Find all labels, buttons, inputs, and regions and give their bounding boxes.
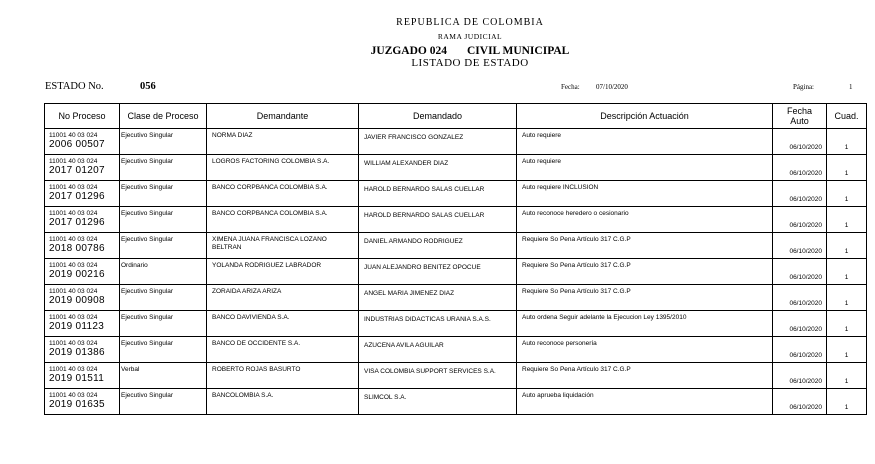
demandante-text: BANCO CORPBANCA COLOMBIA S.A.	[212, 184, 328, 191]
fecha-auto-text: 06/10/2020	[789, 404, 822, 411]
proceso-number: 2019 01511	[49, 373, 105, 384]
cell-descripcion	[517, 155, 773, 181]
estado-number: 056	[140, 81, 156, 92]
demandante-text: BANCOLOMBIA S.A.	[212, 392, 274, 399]
cell-demandante	[207, 311, 359, 337]
cuad-text: 1	[844, 248, 849, 255]
clase-text: Ejecutivo Singular	[121, 392, 174, 399]
cell-descripcion	[517, 389, 773, 415]
cell-demandante	[207, 363, 359, 389]
cell-cuad	[827, 363, 867, 389]
cell-descripcion	[517, 207, 773, 233]
proceso-code: 11001 40 03 024	[49, 184, 98, 191]
cell-proceso	[45, 285, 120, 311]
table-row	[45, 363, 867, 389]
header-rama: RAMA JUDICIAL	[437, 32, 503, 41]
descripcion-text: Requiere So Pena Artículo 317 C.G.P	[522, 288, 631, 295]
cell-descripcion	[517, 285, 773, 311]
fecha-auto-text: 06/10/2020	[789, 170, 822, 177]
cell-demandado	[359, 207, 517, 233]
cell-demandante	[207, 259, 359, 285]
cell-proceso	[45, 363, 120, 389]
demandado-text: JUAN ALEJANDRO BENITEZ OPOCUE	[364, 264, 481, 271]
cuad-text: 1	[844, 144, 849, 151]
cell-demandado	[359, 337, 517, 363]
col-demandado: Demandado	[359, 104, 517, 129]
cell-demandado	[359, 259, 517, 285]
pagina-value: 1	[849, 83, 853, 91]
proceso-number: 2017 01296	[49, 191, 105, 202]
cell-clase	[120, 285, 207, 311]
demandante-text: XIMENA JUANA FRANCISCA LOZANO BELTRAN	[212, 236, 327, 251]
cell-descripcion	[517, 337, 773, 363]
cuad-text: 1	[844, 404, 849, 411]
cell-descripcion	[517, 181, 773, 207]
cell-fecha-auto	[773, 337, 827, 363]
header-juzgado-line	[0, 45, 875, 57]
demandante-text: YOLANDA RODRIGUEZ LABRADOR	[212, 262, 322, 269]
header-juzgado: JUZGADO 024	[370, 45, 447, 57]
cell-clase	[120, 259, 207, 285]
table-row	[45, 311, 867, 337]
cell-fecha-auto	[773, 311, 827, 337]
descripcion-text: Auto aprueba liquidación	[522, 392, 594, 399]
cell-demandado	[359, 363, 517, 389]
cuad-text: 1	[844, 326, 849, 333]
clase-text: Verbal	[121, 366, 140, 373]
demandante-text: ZORAIDA ARIZA ARIZA	[212, 288, 282, 295]
cell-demandante	[207, 337, 359, 363]
col-fecha-auto-line2: Auto	[790, 116, 809, 126]
cell-descripcion	[517, 363, 773, 389]
col-proceso: No Proceso	[45, 104, 120, 129]
pagina-label: Página:	[793, 83, 814, 91]
clase-text: Ejecutivo Singular	[121, 184, 174, 191]
fecha-auto-text: 06/10/2020	[789, 144, 822, 151]
cell-fecha-auto	[773, 389, 827, 415]
cell-demandante	[207, 155, 359, 181]
clase-text: Ejecutivo Singular	[121, 314, 174, 321]
cell-clase	[120, 207, 207, 233]
demandante-text: BANCO CORPBANCA COLOMBIA S.A.	[212, 210, 328, 217]
descripcion-text: Requiere So Pena Artículo 317 C.G.P	[522, 366, 631, 373]
descripcion-text: Auto reconoce heredero o cesionario	[522, 210, 629, 217]
demandante-text: ROBERTO ROJAS BASURTO	[212, 366, 301, 373]
proceso-code: 11001 40 03 024	[49, 158, 98, 165]
cell-demandante	[207, 389, 359, 415]
col-clase: Clase de Proceso	[120, 104, 207, 129]
cell-demandado	[359, 181, 517, 207]
cell-proceso	[45, 337, 120, 363]
clase-text: Ejecutivo Singular	[121, 132, 174, 139]
fecha-auto-text: 06/10/2020	[789, 352, 822, 359]
fecha-auto-text: 06/10/2020	[789, 274, 822, 281]
cell-fecha-auto	[773, 155, 827, 181]
col-fecha-auto-line1: Fecha	[786, 106, 812, 116]
clase-text: Ejecutivo Singular	[121, 158, 174, 165]
table-header-row	[45, 104, 867, 129]
fecha-label: Fecha:	[561, 83, 580, 91]
fecha-auto-text: 06/10/2020	[789, 248, 822, 255]
demandante-text: BANCO DAVIVIENDA S.A.	[212, 314, 290, 321]
cell-demandado	[359, 155, 517, 181]
fecha-auto-text: 06/10/2020	[789, 378, 822, 385]
header-republica: REPUBLICA DE COLOMBIA	[396, 17, 544, 28]
proceso-number: 2006 00507	[49, 139, 105, 150]
cell-clase	[120, 129, 207, 155]
cell-proceso	[45, 155, 120, 181]
cell-proceso	[45, 181, 120, 207]
fecha-auto-text: 06/10/2020	[789, 222, 822, 229]
cell-descripcion	[517, 311, 773, 337]
cell-proceso	[45, 129, 120, 155]
cell-cuad	[827, 337, 867, 363]
proceso-code: 11001 40 03 024	[49, 210, 98, 217]
cell-clase	[120, 233, 207, 259]
proceso-code: 11001 40 03 024	[49, 132, 98, 139]
cuad-text: 1	[844, 378, 849, 385]
demandado-text: ANGEL MARIA JIMENEZ DIAZ	[364, 290, 455, 297]
descripcion-text: Requiere So Pena Artículo 317 C.G.P	[522, 236, 631, 243]
cell-descripcion	[517, 259, 773, 285]
cell-fecha-auto	[773, 259, 827, 285]
demandado-text: SLIMCOL S.A.	[364, 394, 407, 401]
estado-label: ESTADO No.	[45, 81, 104, 92]
table-row	[45, 155, 867, 181]
col-descripcion: Descripción Actuación	[517, 104, 773, 129]
clase-text: Ejecutivo Singular	[121, 340, 174, 347]
descripcion-text: Auto requiere	[522, 132, 562, 139]
table-row	[45, 337, 867, 363]
demandado-text: HAROLD BERNARDO SALAS CUELLAR	[364, 212, 485, 219]
demandado-text: VISA COLOMBIA SUPPORT SERVICES S.A.	[364, 368, 496, 375]
clase-text: Ordinario	[121, 262, 148, 269]
cuad-text: 1	[844, 170, 849, 177]
table-row	[45, 285, 867, 311]
cell-cuad	[827, 311, 867, 337]
header-civil: CIVIL MUNICIPAL	[467, 45, 570, 57]
descripcion-text: Auto requiere INCLUSION	[522, 184, 599, 191]
descripcion-text: Auto requiere	[522, 158, 562, 165]
cell-fecha-auto	[773, 363, 827, 389]
proceso-code: 11001 40 03 024	[49, 340, 98, 347]
demandado-text: WILLIAM ALEXANDER DIAZ	[364, 160, 449, 167]
clase-text: Ejecutivo Singular	[121, 210, 174, 217]
proceso-number: 2017 01296	[49, 217, 105, 228]
descripcion-text: Auto reconoce personería	[522, 340, 597, 347]
clase-text: Ejecutivo Singular	[121, 288, 174, 295]
cuad-text: 1	[844, 274, 849, 281]
cell-cuad	[827, 129, 867, 155]
demandante-text: LOGROS FACTORING COLOMBIA S.A.	[212, 158, 330, 165]
table-row	[45, 389, 867, 415]
cell-cuad	[827, 207, 867, 233]
proceso-code: 11001 40 03 024	[49, 366, 98, 373]
demandante-text: BANCO DE OCCIDENTE S.A.	[212, 340, 301, 347]
cell-descripcion	[517, 129, 773, 155]
cell-demandante	[207, 207, 359, 233]
cell-cuad	[827, 285, 867, 311]
proceso-number: 2018 00786	[49, 243, 105, 254]
col-cuad: Cuad.	[827, 104, 867, 129]
col-fecha-auto	[773, 104, 827, 129]
cuad-text: 1	[844, 300, 849, 307]
cell-cuad	[827, 389, 867, 415]
cuad-text: 1	[844, 222, 849, 229]
demandado-text: INDUSTRIAS DIDACTICAS URANIA S.A.S.	[364, 316, 491, 323]
cell-cuad	[827, 259, 867, 285]
fecha-auto-text: 06/10/2020	[789, 300, 822, 307]
proceso-number: 2017 01207	[49, 165, 105, 176]
col-demandante: Demandante	[207, 104, 359, 129]
cell-cuad	[827, 155, 867, 181]
demandante-text: NORMA DIAZ	[212, 132, 253, 139]
cell-proceso	[45, 311, 120, 337]
cell-demandado	[359, 129, 517, 155]
cell-fecha-auto	[773, 207, 827, 233]
cell-proceso	[45, 207, 120, 233]
proceso-code: 11001 40 03 024	[49, 314, 98, 321]
descripcion-text: Auto ordena Seguir adelante la Ejecucion Ley 1395/2010	[522, 314, 687, 321]
cell-proceso	[45, 233, 120, 259]
cell-demandado	[359, 311, 517, 337]
cell-proceso	[45, 389, 120, 415]
cell-clase	[120, 337, 207, 363]
cell-demandante	[207, 181, 359, 207]
cell-demandado	[359, 389, 517, 415]
cell-cuad	[827, 181, 867, 207]
cell-fecha-auto	[773, 285, 827, 311]
clase-text: Ejecutivo Singular	[121, 236, 174, 243]
cell-clase	[120, 181, 207, 207]
demandado-text: JAVIER FRANCISCO GONZALEZ	[364, 134, 464, 141]
descripcion-text: Requiere So Pena Artículo 317 C.G.P	[522, 262, 631, 269]
fecha-value: 07/10/2020	[596, 83, 628, 91]
header-listado: LISTADO DE ESTADO	[411, 57, 529, 69]
cell-fecha-auto	[773, 233, 827, 259]
proceso-number: 2019 01635	[49, 399, 105, 410]
cell-clase	[120, 311, 207, 337]
cuad-text: 1	[844, 196, 849, 203]
demandado-text: HAROLD BERNARDO SALAS CUELLAR	[364, 186, 485, 193]
table-row	[45, 259, 867, 285]
table-row	[45, 207, 867, 233]
cell-clase	[120, 155, 207, 181]
cell-clase	[120, 389, 207, 415]
proceso-number: 2019 00908	[49, 295, 105, 306]
cell-fecha-auto	[773, 181, 827, 207]
table-row	[45, 181, 867, 207]
table-row	[45, 233, 867, 259]
proceso-code: 11001 40 03 024	[49, 288, 98, 295]
proceso-code: 11001 40 03 024	[49, 236, 98, 243]
cell-proceso	[45, 259, 120, 285]
proceso-code: 11001 40 03 024	[49, 262, 98, 269]
cell-demandante	[207, 285, 359, 311]
cell-clase	[120, 363, 207, 389]
cell-fecha-auto	[773, 129, 827, 155]
fecha-auto-text: 06/10/2020	[789, 326, 822, 333]
proceso-code: 11001 40 03 024	[49, 392, 98, 399]
estado-table	[44, 103, 867, 415]
table-row	[45, 129, 867, 155]
cell-cuad	[827, 233, 867, 259]
demandado-text: DANIEL ARMANDO RODRIGUEZ	[364, 238, 463, 245]
fecha-auto-text: 06/10/2020	[789, 196, 822, 203]
proceso-number: 2019 01123	[49, 321, 105, 332]
cell-demandado	[359, 285, 517, 311]
proceso-number: 2019 01386	[49, 347, 105, 358]
cell-descripcion	[517, 233, 773, 259]
cell-demandante	[207, 233, 359, 259]
proceso-number: 2019 00216	[49, 269, 105, 280]
cell-demandado	[359, 233, 517, 259]
cell-demandante	[207, 129, 359, 155]
cuad-text: 1	[844, 352, 849, 359]
demandado-text: AZUCENA AVILA AGUILAR	[364, 342, 444, 349]
